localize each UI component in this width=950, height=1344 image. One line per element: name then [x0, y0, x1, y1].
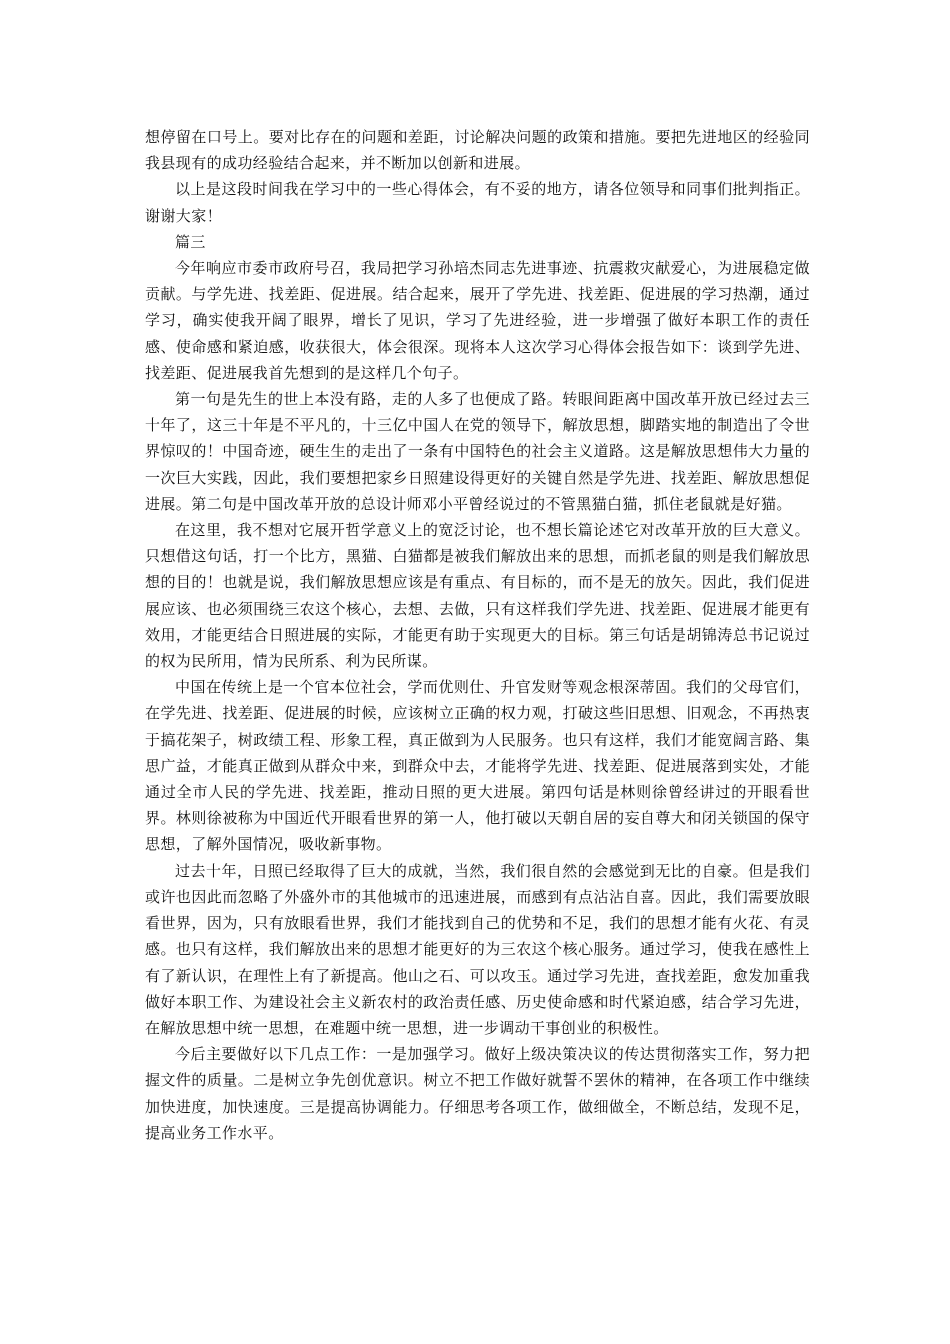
paragraph-fourth-sentence: 过去十年，日照已经取得了巨大的成就，当然，我们很自然的会感觉到无比的自豪。但是我们或许也因此而忽略了外盛外市的其他城市的迅速进展，而感到有点沾沾自喜。因此，我们需要放眼看世界，因为，只有放眼看世界，我们才能找到自己的优势和不足，我们的思想才能有火花、有灵感。也只有这样，我们解放出来的思想才能更好的为三农这个核心服务。通过学习，使我在感性上有了新认识，在理性上有了新提高。他山之石、可以攻玉。通过学习先进，查找差距，愈发加重我做好本职工作、为建设社会主义新农村的政治责任感、历史使命感和时代紧迫感，结合学习先进，在解放思想中统一思想，在难题中统一思想，进一步调动干事创业的积极性。: [145, 861, 810, 1037]
paragraph-future-work: 今后主要做好以下几点工作：一是加强学习。做好上级决策决议的传达贯彻落实工作，努力把握文件的质量。二是树立争先创优意识。树立不把工作做好就誓不罢休的精神，在各项工作中继续加快进度，加快速度。三是提高协调能力。仔细思考各项工作，做细做全，不断总结，发现不足，提高业务工作水平。: [145, 1045, 810, 1142]
section-heading: 篇三: [175, 232, 206, 251]
paragraph-second-sentence: 在这里，我不想对它展开哲学意义上的宽泛讨论，也不想长篇论述它对改革开放的巨大意义。只想借这句话，打一个比方，黑猫、白猫都是被我们解放出来的思想，而抓老鼠的则是我们解放思想的目的！也就是说，我们解放思想应该是有重点、有目标的，而不是无的放矢。因此，我们促进展应该、也必须围绕三农这个核心，去想、去做，只有这样我们学先进、找差距、促进展才能更有效用，才能更结合日照进展的实际，才能更有助于实现更大的目标。第三句话是胡锦涛总书记说过的权为民所用，情为民所系、利为民所谋。: [145, 521, 810, 671]
paragraph-third-sentence: 中国在传统上是一个官本位社会，学而优则仕、升官发财等观念根深蒂固。我们的父母官们，在学先进、找差距、促进展的时候，应该树立正确的权力观，打破这些旧思想、旧观念，不再热衷于搞花架子，树政绩工程、形象工程，真正做到为人民服务。也只有这样，我们才能宽阔言路、集思广益，才能真正做到从群众中来，到群众中去，才能将学先进、找差距、促进展落到实处，才能通过全市人民的学先进、找差距，推动日照的更大进展。第四句话是林则徐曾经讲过的开眼看世界。林则徐被称为中国近代开眼看世界的第一人，他打破以天朝自居的妄自尊大和闭关锁国的保守思想，了解外国情况，吸收新事物。: [145, 678, 810, 854]
paragraph-closing-remarks: 以上是这段时间我在学习中的一些心得体会，有不妥的地方，请各位领导和同事们批判指正。谢谢大家！: [145, 180, 810, 225]
paragraph-first-sentence: 第一句是先生的世上本没有路，走的人多了也便成了路。转眼间距离中国改革开放已经过去三十年了，这三十年是不平凡的，十三亿中国人在党的领导下，解放思想，脚踏实地的制造出了令世界惊叹的！中国奇迹，硬生生的走出了一条有中国特色的社会主义道路。这是解放思想伟大力量的一次巨大实践，因此，我们要想把家乡日照建设得更好的关键自然是学先进、找差距、解放思想促进展。第二句是中国改革开放的总设计师邓小平曾经说过的不管黑猫白猫，抓住老鼠就是好猫。: [145, 390, 810, 513]
document-body: [145, 124, 810, 1146]
paragraph-continuation: 想停留在口号上。要对比存在的问题和差距，讨论解决问题的政策和措施。要把先进地区的经验同我县现有的成功经验结合起来，并不断加以创新和进展。: [145, 128, 810, 173]
paragraph-intro: 今年响应市委市政府号召，我局把学习孙培杰同志先进事迹、抗震救灾献爱心，为进展稳定做贡献。与学先进、找差距、促进展。结合起来，展开了学先进、找差距、促进展的学习热潮，通过学习，确实使我开阔了眼界，增长了见识，学习了先进经验，进一步增强了做好本职工作的责任感、使命感和紧迫感，收获很大，体会很深。现将本人这次学习心得体会报告如下：谈到学先进、找差距、促进展我首先想到的是这样几个句子。: [145, 259, 810, 382]
